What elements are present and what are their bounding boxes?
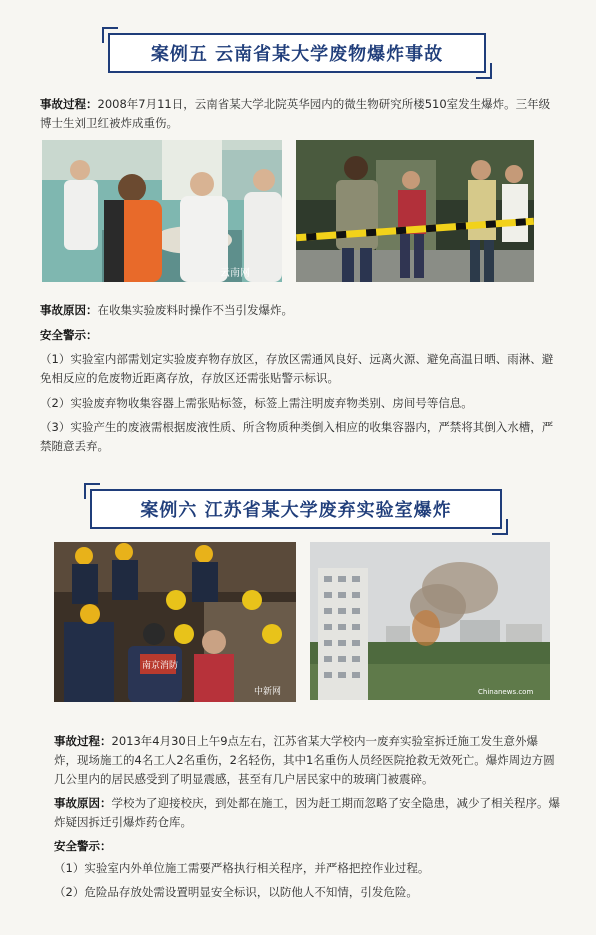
case5-cause: [40, 301, 560, 320]
case6-warning-heading: [54, 837, 560, 856]
case5-process: [40, 95, 560, 133]
case6-warning-1: （1）实验室内外单位施工需要严格执行相关程序，并严格把控作业过程。: [54, 861, 430, 875]
case6-title-box: [90, 489, 502, 529]
case5-cause-text: 在收集实验废料时操作不当引发爆炸。: [97, 303, 293, 317]
case5-warning-3: （3）实验产生的废液需根据废液性质、所含物质种类倒入相应的收集容器内，严禁将其倒入水槽，严禁随意丢弃。: [40, 420, 554, 453]
case5-warning-label: 安全警示：: [40, 328, 98, 342]
case5-title: 案例五 云南省某大学废物爆炸事故: [150, 44, 444, 65]
case5-cause-label: 事故原因：: [40, 303, 98, 317]
case6-photo-rescue: [54, 542, 296, 702]
case6-process-label: 事故过程：: [54, 734, 112, 748]
case5-warning-heading: [40, 326, 560, 345]
case6-title: 案例六 江苏省某大学废弃实验室爆炸: [140, 500, 452, 521]
case6-process: [54, 732, 560, 789]
case6-cause: [54, 794, 560, 832]
case6-process-text: 2013年4月30日上午9点左右，江苏省某大学校内一废弃实验室拆迁施工发生意外爆炸，现场施工的4名工人2名重伤，2名轻伤，其中1名重伤人员经医院抢救无效死亡。爆炸周边方圆几公里内的居民感受到了明显震感，甚至有几户居民家中的玻璃门被震碎。: [54, 734, 555, 786]
case5-process-label: 事故过程：: [40, 97, 98, 111]
case5-photo-street: [296, 140, 534, 282]
case5-warning-2: （2）实验废弃物收集容器上需张贴标签，标签上需注明废弃物类别、房间号等信息。: [40, 396, 473, 410]
case6-warning-label: 安全警示：: [54, 839, 112, 853]
case5-title-box: [108, 33, 486, 73]
case6-cause-label: 事故原因：: [54, 796, 112, 810]
case6-photo-right-watermark: Chinanews.com: [478, 688, 534, 696]
case6-photo-smoke: [310, 542, 550, 700]
case6-photo-badge: 南京消防: [142, 661, 179, 671]
case5-photo-left-watermark: 云南网: [220, 268, 250, 279]
case5-photo-hospital: [42, 140, 282, 282]
case5-process-text: 2008年7月11日，云南省某大学北院英华园内的微生物研究所楼510室发生爆炸。三年级博士生刘卫红被炸成重伤。: [40, 97, 551, 130]
case6-photo-left-watermark: 中新网: [254, 687, 282, 697]
case5-warning-1: （1）实验室内部需划定实验废弃物存放区，存放区需通风良好、远离火源、避免高温日晒、雨淋、避免相反应的危废物近距离存放，存放区还需张贴警示标识。: [40, 352, 554, 385]
case6-cause-text: 学校为了迎接校庆，到处都在施工，因为赶工期而忽略了安全隐患，减少了相关程序。爆炸疑因拆迁引爆炸药仓库。: [54, 796, 560, 829]
case6-warning-2: （2）危险品存放处需设置明显安全标识，以防他人不知情，引发危险。: [54, 885, 418, 899]
